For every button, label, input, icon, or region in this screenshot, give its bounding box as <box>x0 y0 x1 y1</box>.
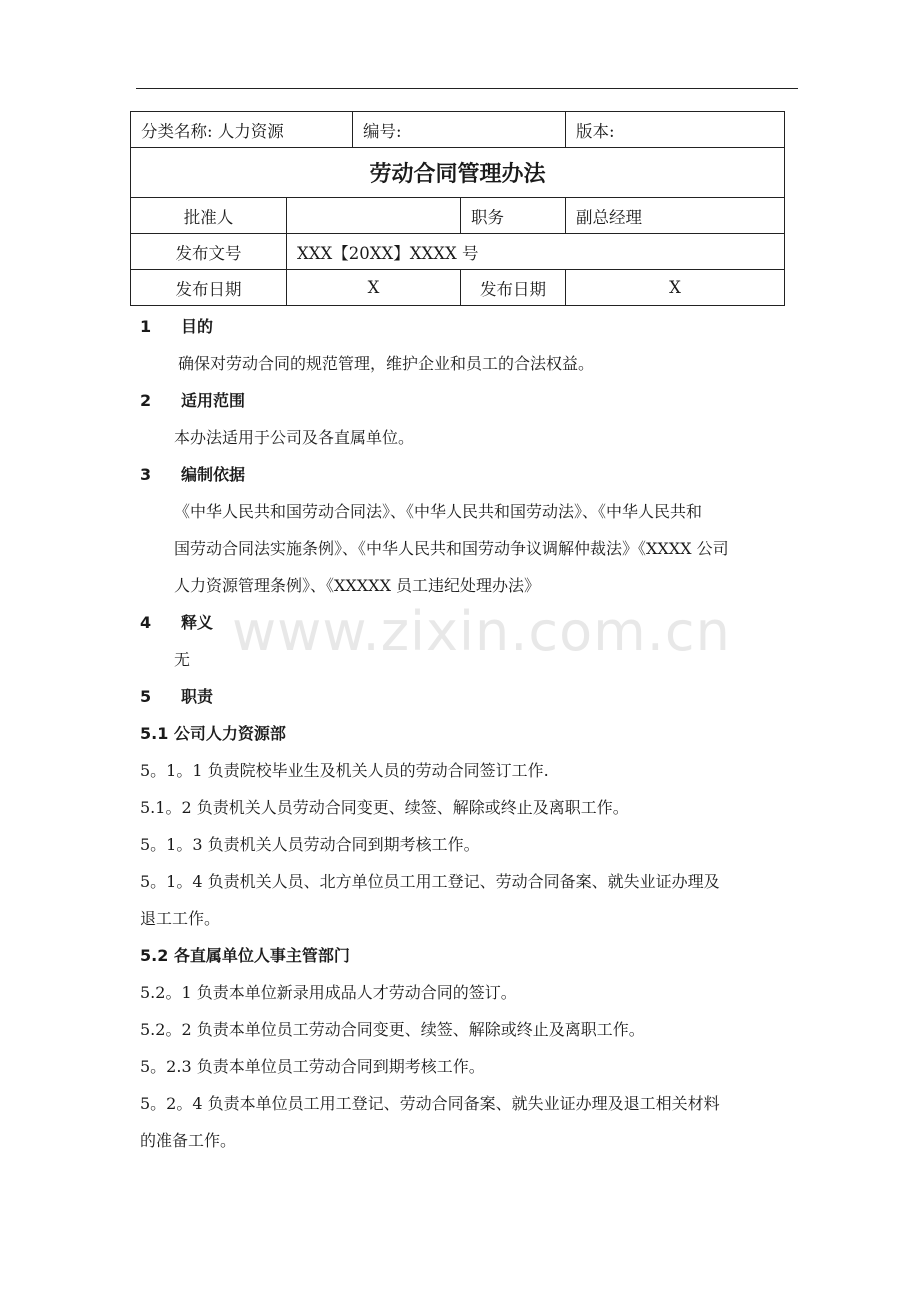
list-item: 5.2。2 负责本单位员工劳动合同变更、续签、解除或终止及离职工作。 <box>140 1020 645 1039</box>
approver-value <box>287 198 461 234</box>
list-item: 5.2。1 负责本单位新录用成品人才劳动合同的签订。 <box>140 983 517 1002</box>
section-number: 3 <box>140 465 152 484</box>
document-title: 劳动合同管理办法 <box>131 148 785 198</box>
section-number: 2 <box>140 391 152 410</box>
section-number: 5 <box>140 687 152 706</box>
paragraph-line: 国劳动合同法实施条例》、《中华人民共和国劳动争议调解仲裁法》《XXXX 公司 <box>174 539 729 558</box>
category-cell: 分类名称: 人力资源 <box>131 112 353 148</box>
list-item: 5。1。4 负责机关人员、北方单位员工用工登记、劳动合同备案、就失业证办理及 <box>140 872 720 891</box>
paragraph: 本办法适用于公司及各直属单位。 <box>174 428 415 447</box>
list-item: 5.1。2 负责机关人员劳动合同变更、续签、解除或终止及离职工作。 <box>140 798 629 817</box>
version-cell: 版本: <box>566 112 785 148</box>
subsection-heading: 5.1 公司人力资源部 <box>140 724 286 743</box>
list-item: 的准备工作。 <box>140 1131 237 1150</box>
position-label: 职务 <box>461 198 566 234</box>
subsection-heading: 5.2 各直属单位人事主管部门 <box>140 946 350 965</box>
date-value-2: X <box>566 270 785 306</box>
section-title: 职责 <box>181 687 214 706</box>
section-heading <box>140 382 802 419</box>
doc-no-value: XXX【20XX】XXXX 号 <box>287 234 785 270</box>
section-title: 释义 <box>181 613 214 632</box>
date-label-1: 发布日期 <box>131 270 287 306</box>
section-heading <box>140 678 802 715</box>
paragraph-line: 人力资源管理条例》、《XXXXX 员工违纪处理办法》 <box>174 576 541 595</box>
approver-label: 批准人 <box>131 198 287 234</box>
list-item: 5。1。1 负责院校毕业生及机关人员的劳动合同签订工作. <box>140 761 549 780</box>
section-title: 适用范围 <box>181 391 246 410</box>
section-number: 4 <box>140 613 152 632</box>
list-item: 5。2。4 负责本单位员工用工登记、劳动合同备案、就失业证办理及退工相关材料 <box>140 1094 720 1113</box>
section-heading <box>140 604 802 641</box>
position-value: 副总经理 <box>566 198 785 234</box>
header-rule <box>136 88 798 89</box>
paragraph: 确保对劳动合同的规范管理，维护企业和员工的合法权益。 <box>178 354 595 373</box>
paragraph: 无 <box>174 650 191 669</box>
paragraph-line: 《中华人民共和国劳动合同法》、《中华人民共和国劳动法》、《中华人民共和 <box>174 502 703 521</box>
section-title: 编制依据 <box>181 465 246 484</box>
section-title: 目的 <box>181 317 214 336</box>
watermark: www.zixin.com.cn <box>232 600 731 663</box>
section-heading <box>140 308 802 345</box>
number-cell: 编号: <box>353 112 566 148</box>
doc-no-label: 发布文号 <box>131 234 287 270</box>
list-item: 退工工作。 <box>140 909 221 928</box>
section-heading <box>140 456 802 493</box>
document-body <box>140 308 802 1159</box>
date-value-1: X <box>287 270 461 306</box>
document-info-table <box>130 111 785 306</box>
date-label-2: 发布日期 <box>461 270 566 306</box>
section-number: 1 <box>140 317 152 336</box>
list-item: 5。2.3 负责本单位员工劳动合同到期考核工作。 <box>140 1057 485 1076</box>
list-item: 5。1。3 负责机关人员劳动合同到期考核工作。 <box>140 835 480 854</box>
